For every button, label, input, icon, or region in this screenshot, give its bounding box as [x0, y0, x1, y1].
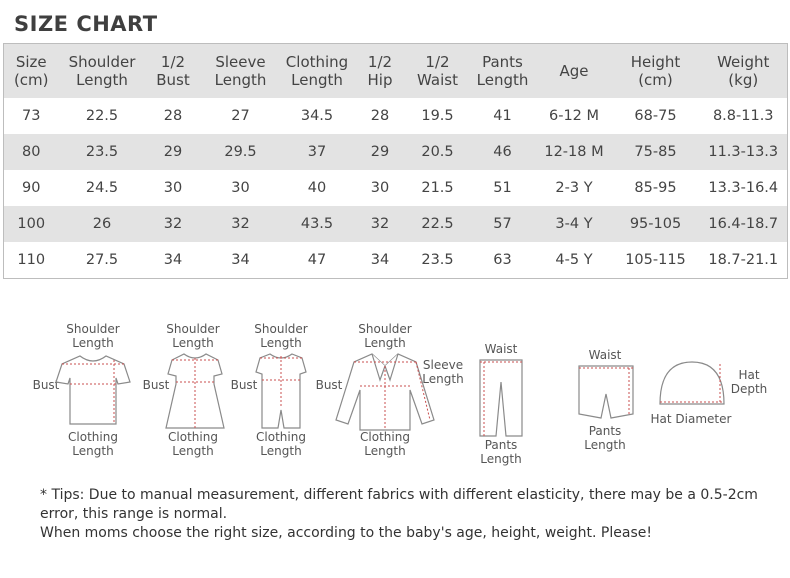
table-cell: 29: [146, 134, 201, 170]
tips-line-2: When moms choose the right size, according to the baby's age, height, weight. Please!: [40, 525, 652, 541]
table-cell: 30: [354, 170, 407, 206]
hat-depth-label: Hat Depth: [730, 368, 768, 396]
table-cell: 20.5: [407, 134, 469, 170]
table-cell: 32: [354, 206, 407, 242]
measurement-diagrams: [0, 300, 790, 480]
column-header: Shoulder Length: [59, 44, 146, 99]
romper-shoulder-label: Shoulder Length: [254, 322, 308, 350]
table-cell: 8.8-11.3: [700, 98, 788, 134]
table-cell: 29: [354, 134, 407, 170]
column-header: Pants Length: [469, 44, 537, 99]
romper-bust-label: Bust: [230, 378, 258, 392]
table-cell: 37: [281, 134, 354, 170]
table-cell: 3-4 Y: [537, 206, 612, 242]
table-cell: 46: [469, 134, 537, 170]
pants-icon: [476, 358, 526, 438]
column-header: Sleeve Length: [201, 44, 281, 99]
table-cell: 34: [201, 242, 281, 279]
table-cell: 105-115: [612, 242, 700, 279]
table-cell: 29.5: [201, 134, 281, 170]
column-header: Size (cm): [4, 44, 59, 99]
table-cell: 27.5: [59, 242, 146, 279]
table-cell: 32: [201, 206, 281, 242]
table-body: [4, 98, 788, 279]
shorts-waist-label: Waist: [588, 348, 622, 362]
coat-length-label: Clothing Length: [360, 430, 410, 458]
pants-length-label: Pants Length: [480, 438, 522, 466]
table-row: [4, 170, 788, 206]
shorts-length-label: Pants Length: [584, 424, 626, 452]
table-cell: 2-3 Y: [537, 170, 612, 206]
table-cell: 47: [281, 242, 354, 279]
dress-length-label: Clothing Length: [168, 430, 218, 458]
table-row: [4, 206, 788, 242]
table-cell: 26: [59, 206, 146, 242]
dress-shoulder-label: Shoulder Length: [166, 322, 220, 350]
table-cell: 34.5: [281, 98, 354, 134]
column-header: 1/2 Hip: [354, 44, 407, 99]
table-cell: 90: [4, 170, 59, 206]
dress-bust-label: Bust: [142, 378, 170, 392]
table-cell: 27: [201, 98, 281, 134]
table-cell: 24.5: [59, 170, 146, 206]
table-row: [4, 134, 788, 170]
column-header: Clothing Length: [281, 44, 354, 99]
table-cell: 80: [4, 134, 59, 170]
column-header: 1/2 Bust: [146, 44, 201, 99]
table-cell: 40: [281, 170, 354, 206]
table-cell: 95-105: [612, 206, 700, 242]
table-cell: 30: [201, 170, 281, 206]
table-cell: 11.3-13.3: [700, 134, 788, 170]
table-header-row: [4, 44, 788, 99]
coat-shoulder-label: Shoulder Length: [358, 322, 412, 350]
table-cell: 30: [146, 170, 201, 206]
coat-sleeve-label: Sleeve Length: [422, 358, 464, 386]
tshirt-bust-label: Bust: [32, 378, 60, 392]
table-cell: 28: [354, 98, 407, 134]
tshirt-icon: [52, 350, 134, 430]
table-cell: 43.5: [281, 206, 354, 242]
tshirt-length-label: Clothing Length: [68, 430, 118, 458]
table-cell: 23.5: [407, 242, 469, 279]
coat-icon: [330, 350, 440, 434]
column-header: Height (cm): [612, 44, 700, 99]
hat-diameter-label: Hat Diameter: [650, 412, 732, 426]
column-header: 1/2 Waist: [407, 44, 469, 99]
hat-icon: [654, 358, 730, 410]
table-cell: 28: [146, 98, 201, 134]
table-row: [4, 242, 788, 279]
table-cell: 13.3-16.4: [700, 170, 788, 206]
pants-waist-label: Waist: [484, 342, 518, 356]
romper-length-label: Clothing Length: [256, 430, 306, 458]
table-cell: 6-12 M: [537, 98, 612, 134]
table-cell: 68-75: [612, 98, 700, 134]
table-cell: 51: [469, 170, 537, 206]
tshirt-shoulder-label: Shoulder Length: [66, 322, 120, 350]
table-cell: 34: [354, 242, 407, 279]
table-cell: 12-18 M: [537, 134, 612, 170]
column-header: Weight (kg): [700, 44, 788, 99]
table-cell: 32: [146, 206, 201, 242]
table-cell: 57: [469, 206, 537, 242]
table-cell: 41: [469, 98, 537, 134]
table-cell: 4-5 Y: [537, 242, 612, 279]
table-cell: 23.5: [59, 134, 146, 170]
table-cell: 18.7-21.1: [700, 242, 788, 279]
table-cell: 75-85: [612, 134, 700, 170]
table-cell: 34: [146, 242, 201, 279]
tips-line-1: * Tips: Due to manual measurement, different fabrics with different elasticity, there may be a 0.5-2cm error, this range is normal.: [40, 487, 758, 522]
table-cell: 63: [469, 242, 537, 279]
table-cell: 22.5: [407, 206, 469, 242]
romper-icon: [250, 350, 312, 432]
coat-bust-label: Bust: [315, 378, 343, 392]
table-cell: 22.5: [59, 98, 146, 134]
size-table: [3, 43, 788, 279]
dress-icon: [160, 350, 230, 432]
table-cell: 85-95: [612, 170, 700, 206]
tips: [40, 486, 770, 543]
shorts-icon: [575, 364, 637, 420]
column-header: Age: [537, 44, 612, 99]
table-cell: 73: [4, 98, 59, 134]
table-cell: 19.5: [407, 98, 469, 134]
table-cell: 110: [4, 242, 59, 279]
table-cell: 21.5: [407, 170, 469, 206]
table-cell: 100: [4, 206, 59, 242]
table-cell: 16.4-18.7: [700, 206, 788, 242]
page-title: SIZE CHART: [14, 12, 158, 36]
table-row: [4, 98, 788, 134]
